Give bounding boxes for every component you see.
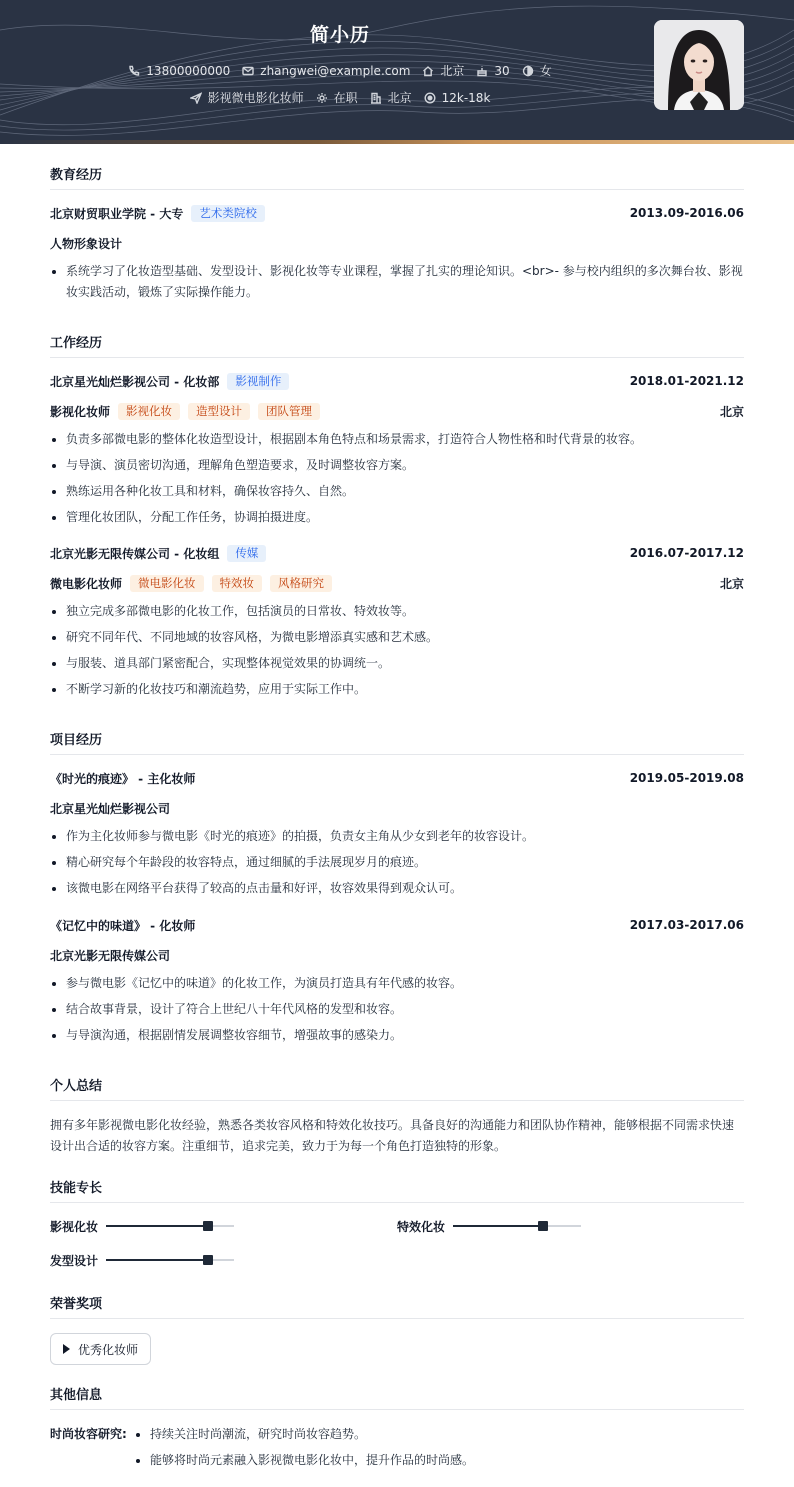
awards-section: [50, 1269, 744, 1365]
summary-section: [50, 1046, 744, 1157]
education-date: 2013.09-2016.06: [629, 206, 744, 220]
skill-tag: 微电影化妆: [130, 575, 204, 592]
list-item: 独立完成多部微电影的化妆工作，包括演员的日常妆、特效妆等。: [50, 601, 744, 622]
education-bullets: [50, 261, 744, 303]
major-name: 人物形象设计: [50, 236, 123, 251]
role-name: 影视化妆师: [50, 404, 111, 419]
portrait-illustration: [654, 20, 744, 110]
section-title: 项目经历: [50, 729, 744, 755]
education-header-row: [50, 204, 744, 222]
city-text: 北京: [440, 64, 465, 78]
skill-level-bar: [106, 1259, 234, 1261]
position-info: [190, 89, 304, 106]
phone-info: [128, 64, 230, 78]
project-company-row: [50, 799, 744, 817]
list-item: 作为主化妆师参与微电影《时光的痕迹》的拍摄，负责女主角从少女到老年的妆容设计。: [50, 826, 744, 847]
other-info-bullets: [134, 1424, 474, 1471]
skill-name: 发型设计: [50, 1253, 99, 1268]
project-header-row: [50, 769, 744, 787]
industry-tag: 影视制作: [227, 373, 289, 390]
gender-text: 女: [539, 64, 552, 78]
list-item: 不断学习新的化妆技巧和潮流趋势，应用于实际工作中。: [50, 679, 744, 700]
skill-item: [397, 1218, 744, 1235]
list-item: 熟练运用各种化妆工具和材料，确保妆容持久、自然。: [50, 481, 744, 502]
skill-level-bar: [106, 1225, 234, 1227]
status-info: [316, 89, 358, 106]
project-company: 北京星光灿烂影视公司: [50, 801, 171, 816]
job-intent-row: [0, 89, 680, 106]
skill-name: 特效化妆: [397, 1219, 446, 1234]
list-item: 系统学习了化妆造型基础、发型设计、影视化妆等专业课程，掌握了扎实的理论知识。<br>- 参与校内组织的多次舞台妆、影视妆实践活动，锻炼了实际操作能力。: [50, 261, 744, 303]
skill-level-handle: [203, 1221, 213, 1231]
project-date: 2019.05-2019.08: [629, 771, 744, 785]
cake-icon: [476, 65, 488, 77]
section-title: 其他信息: [50, 1384, 744, 1410]
profile-photo: [654, 20, 744, 110]
skill-name: 影视化妆: [50, 1219, 99, 1234]
section-title: 教育经历: [50, 164, 744, 190]
project-bullets: [50, 826, 744, 899]
building-icon: [370, 92, 382, 104]
summary-text: 拥有多年影视微电影化妆经验，熟悉各类妆容风格和特效化妆技巧。具备良好的沟通能力和团队协作精神，能够根据不同需求快速设计出合适的妆容方案。注重细节，追求完美，致力于为每一个角色打造独特的形象。: [50, 1118, 735, 1153]
company-name: 北京光影无限传媒公司 - 化妆组: [50, 546, 220, 561]
email-text: zhangwei@example.com: [260, 63, 411, 78]
age-text: 30: [494, 63, 510, 78]
education-section: [50, 144, 744, 303]
award-item: [50, 1333, 151, 1365]
school-name: 北京财贸职业学院 - 大专: [50, 206, 184, 221]
work-date: 2018.01-2021.12: [629, 374, 744, 388]
list-item: 参与微电影《记忆中的味道》的化妆工作，为演员打造具有年代感的妆容。: [50, 973, 744, 994]
project-company-row: [50, 946, 744, 964]
skill-level-fill: [106, 1225, 208, 1227]
status-text: 在职: [333, 91, 358, 105]
other-info-row: [50, 1424, 744, 1471]
skill-row: [50, 1251, 744, 1269]
work-bullets: [50, 429, 744, 528]
skill-level-handle: [203, 1255, 213, 1265]
resume-header: [0, 0, 794, 140]
phone-text: 13800000000: [146, 63, 231, 78]
other-section: [50, 1365, 744, 1471]
work-header-row: [50, 372, 744, 390]
skill-tag: 特效妆: [212, 575, 263, 592]
section-title: 个人总结: [50, 1075, 744, 1101]
gender-info: [522, 62, 552, 79]
email-info: [242, 64, 410, 78]
work-city-info: [370, 89, 412, 106]
home-icon: [422, 65, 434, 77]
role-name: 微电影化妆师: [50, 576, 123, 591]
list-item: 与导演沟通，根据剧情发展调整妆容细节，增强故事的感染力。: [50, 1025, 744, 1046]
list-item: 结合故事背景，设计了符合上世纪八十年代风格的发型和妆容。: [50, 999, 744, 1020]
skill-level-fill: [453, 1225, 543, 1227]
skill-item: [50, 1218, 397, 1235]
gender-icon: [522, 65, 534, 77]
skill-tag: 风格研究: [270, 575, 332, 592]
position-text: 影视微电影化妆师: [207, 91, 304, 105]
section-title: 荣誉奖项: [50, 1293, 744, 1319]
triangle-right-icon: [63, 1344, 70, 1354]
list-item: 与导演、演员密切沟通，理解角色塑造要求，及时调整妆容方案。: [50, 455, 744, 476]
work-section: [50, 303, 744, 700]
skill-level-fill: [106, 1259, 208, 1261]
age-info: [476, 64, 509, 78]
phone-icon: [128, 65, 140, 77]
project-bullets: [50, 973, 744, 1046]
resume-body: [50, 144, 744, 1471]
skill-level-handle: [538, 1221, 548, 1231]
city-info: [422, 62, 464, 79]
skill-level-bar: [453, 1225, 581, 1227]
list-item: 持续关注时尚潮流，研究时尚妆容趋势。: [134, 1424, 474, 1445]
project-name: 《记忆中的味道》 - 化妆师: [50, 918, 196, 933]
project-company: 北京光影无限传媒公司: [50, 948, 171, 963]
other-info-label: 时尚妆容研究:: [50, 1427, 127, 1441]
role-row: [50, 402, 744, 420]
skills-section: [50, 1157, 744, 1269]
mail-icon: [242, 65, 254, 77]
school-tag: 艺术类院校: [191, 205, 265, 222]
skill-tag: 影视化妆: [118, 403, 180, 420]
section-title: 工作经历: [50, 332, 744, 358]
role-row: [50, 574, 744, 592]
send-icon: [190, 92, 202, 104]
project-name: 《时光的痕迹》 - 主化妆师: [50, 771, 196, 786]
candidate-name: 简小历: [309, 24, 370, 46]
work-bullets: [50, 601, 744, 700]
section-title: 技能专长: [50, 1177, 744, 1203]
salary-info: [424, 91, 491, 105]
skill-tag: 造型设计: [188, 403, 250, 420]
project-header-row: [50, 916, 744, 934]
coin-icon: [424, 92, 436, 104]
gear-icon: [316, 92, 328, 104]
work-header-row: [50, 544, 744, 562]
work-location: 北京: [719, 404, 744, 419]
list-item: 能够将时尚元素融入影视微电影化妆中，提升作品的时尚感。: [134, 1450, 474, 1471]
work-location: 北京: [719, 576, 744, 591]
contact-row: [0, 62, 680, 79]
skill-row: [50, 1217, 744, 1235]
projects-section: [50, 700, 744, 1046]
work-city-text: 北京: [387, 91, 412, 105]
project-date: 2017.03-2017.06: [629, 918, 744, 932]
industry-tag: 传媒: [227, 545, 266, 562]
major-row: [50, 234, 744, 252]
work-date: 2016.07-2017.12: [629, 546, 744, 560]
salary-text: 12k-18k: [441, 90, 491, 105]
list-item: 研究不同年代、不同地域的妆容风格，为微电影增添真实感和艺术感。: [50, 627, 744, 648]
list-item: 负责多部微电影的整体化妆造型设计，根据剧本角色特点和场景需求，打造符合人物性格和时代背景的妆容。: [50, 429, 744, 450]
list-item: 该微电影在网络平台获得了较高的点击量和好评，妆容效果得到观众认可。: [50, 878, 744, 899]
list-item: 管理化妆团队，分配工作任务，协调拍摄进度。: [50, 507, 744, 528]
skill-item: [50, 1252, 403, 1269]
list-item: 精心研究每个年龄段的妆容特点，通过细腻的手法展现岁月的痕迹。: [50, 852, 744, 873]
company-name: 北京星光灿烂影视公司 - 化妆部: [50, 374, 220, 389]
skill-tag: 团队管理: [258, 403, 320, 420]
award-name: 优秀化妆师: [78, 1342, 139, 1357]
list-item: 与服装、道具部门紧密配合，实现整体视觉效果的协调统一。: [50, 653, 744, 674]
